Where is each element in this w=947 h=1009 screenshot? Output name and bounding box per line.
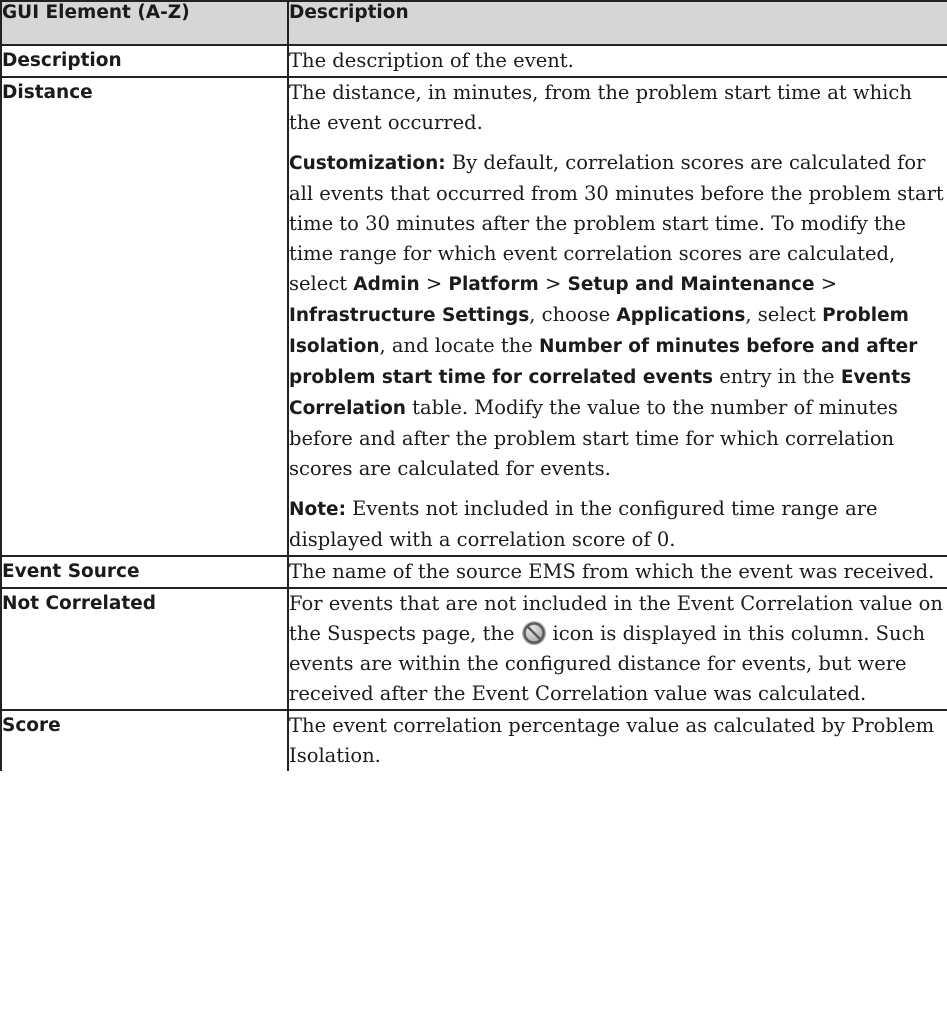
table-row (1, 710, 947, 771)
path-separator: > (814, 272, 838, 295)
customization-text: entry in the (713, 365, 841, 388)
description-text: The description of the event. (289, 49, 574, 72)
table-row (1, 588, 947, 710)
customization-text: table. Modify the value to the number of minutes before and after the problem start time for which correlation scores are calculated for events. (289, 396, 898, 480)
element-name: Not Correlated (1, 588, 288, 710)
customization-text: By default, correlation scores are calculated for all events that occurred from 30 minutes before the problem start time to 30 minutes after the problem start time. To modify the time range for which event correlation scores are calculated, select (289, 151, 944, 295)
not-correlated-icon (519, 619, 549, 647)
element-description (288, 710, 947, 771)
ui-path-admin: Admin (353, 274, 420, 295)
note-text: Events not included in the configured time range are displayed with a correlation score of 0. (289, 497, 878, 551)
customization-text: , choose (529, 303, 617, 326)
ui-table-events-correlation: Events Correlation (289, 367, 912, 419)
table-row (1, 556, 947, 588)
table-row (1, 77, 947, 556)
note-paragraph (289, 494, 947, 555)
header-gui-element: GUI Element (A-Z) (1, 1, 288, 45)
element-name: Event Source (1, 556, 288, 588)
ui-path-problem-isolation: Problem Isolation (289, 305, 909, 357)
customization-text: , and locate the (379, 334, 539, 357)
description-text: The distance, in minutes, from the problem start time at which the event occurred. (289, 81, 912, 134)
path-separator: > (538, 272, 568, 295)
element-name: Description (1, 45, 288, 77)
table-header-row (1, 1, 947, 45)
description-text: The name of the source EMS from which the event was received. (289, 560, 935, 583)
header-description: Description (288, 1, 947, 45)
ui-path-applications: Applications (616, 305, 746, 326)
description-text-before-icon: For events that are not included in the Event Correlation value on the Suspects page, the (289, 592, 943, 645)
element-description (288, 77, 947, 556)
ui-path-setup: Setup and Maintenance (567, 274, 815, 295)
customization-text: , select (745, 303, 823, 326)
customization-paragraph (289, 148, 947, 484)
ui-path-platform: Platform (448, 274, 539, 295)
note-label: Note: (289, 499, 346, 520)
ui-path-infrastructure: Infrastructure Settings (289, 305, 530, 326)
description-text: The event correlation percentage value as calculated by Problem Isolation. (289, 714, 935, 767)
element-name: Score (1, 710, 288, 771)
element-description (288, 556, 947, 588)
customization-label: Customization: (289, 153, 446, 174)
element-name: Distance (1, 77, 288, 556)
description-text-after-icon: icon is displayed in this column. Such events are within the configured distance for events, but were received after the Event Correlation value was calculated. (289, 622, 926, 705)
description-text (289, 589, 947, 709)
table-row (1, 45, 947, 77)
element-description (288, 588, 947, 710)
element-description (288, 45, 947, 77)
setting-entry-name: Number of minutes before and after problem start time for correlated events (289, 336, 918, 388)
path-separator: > (419, 272, 449, 295)
